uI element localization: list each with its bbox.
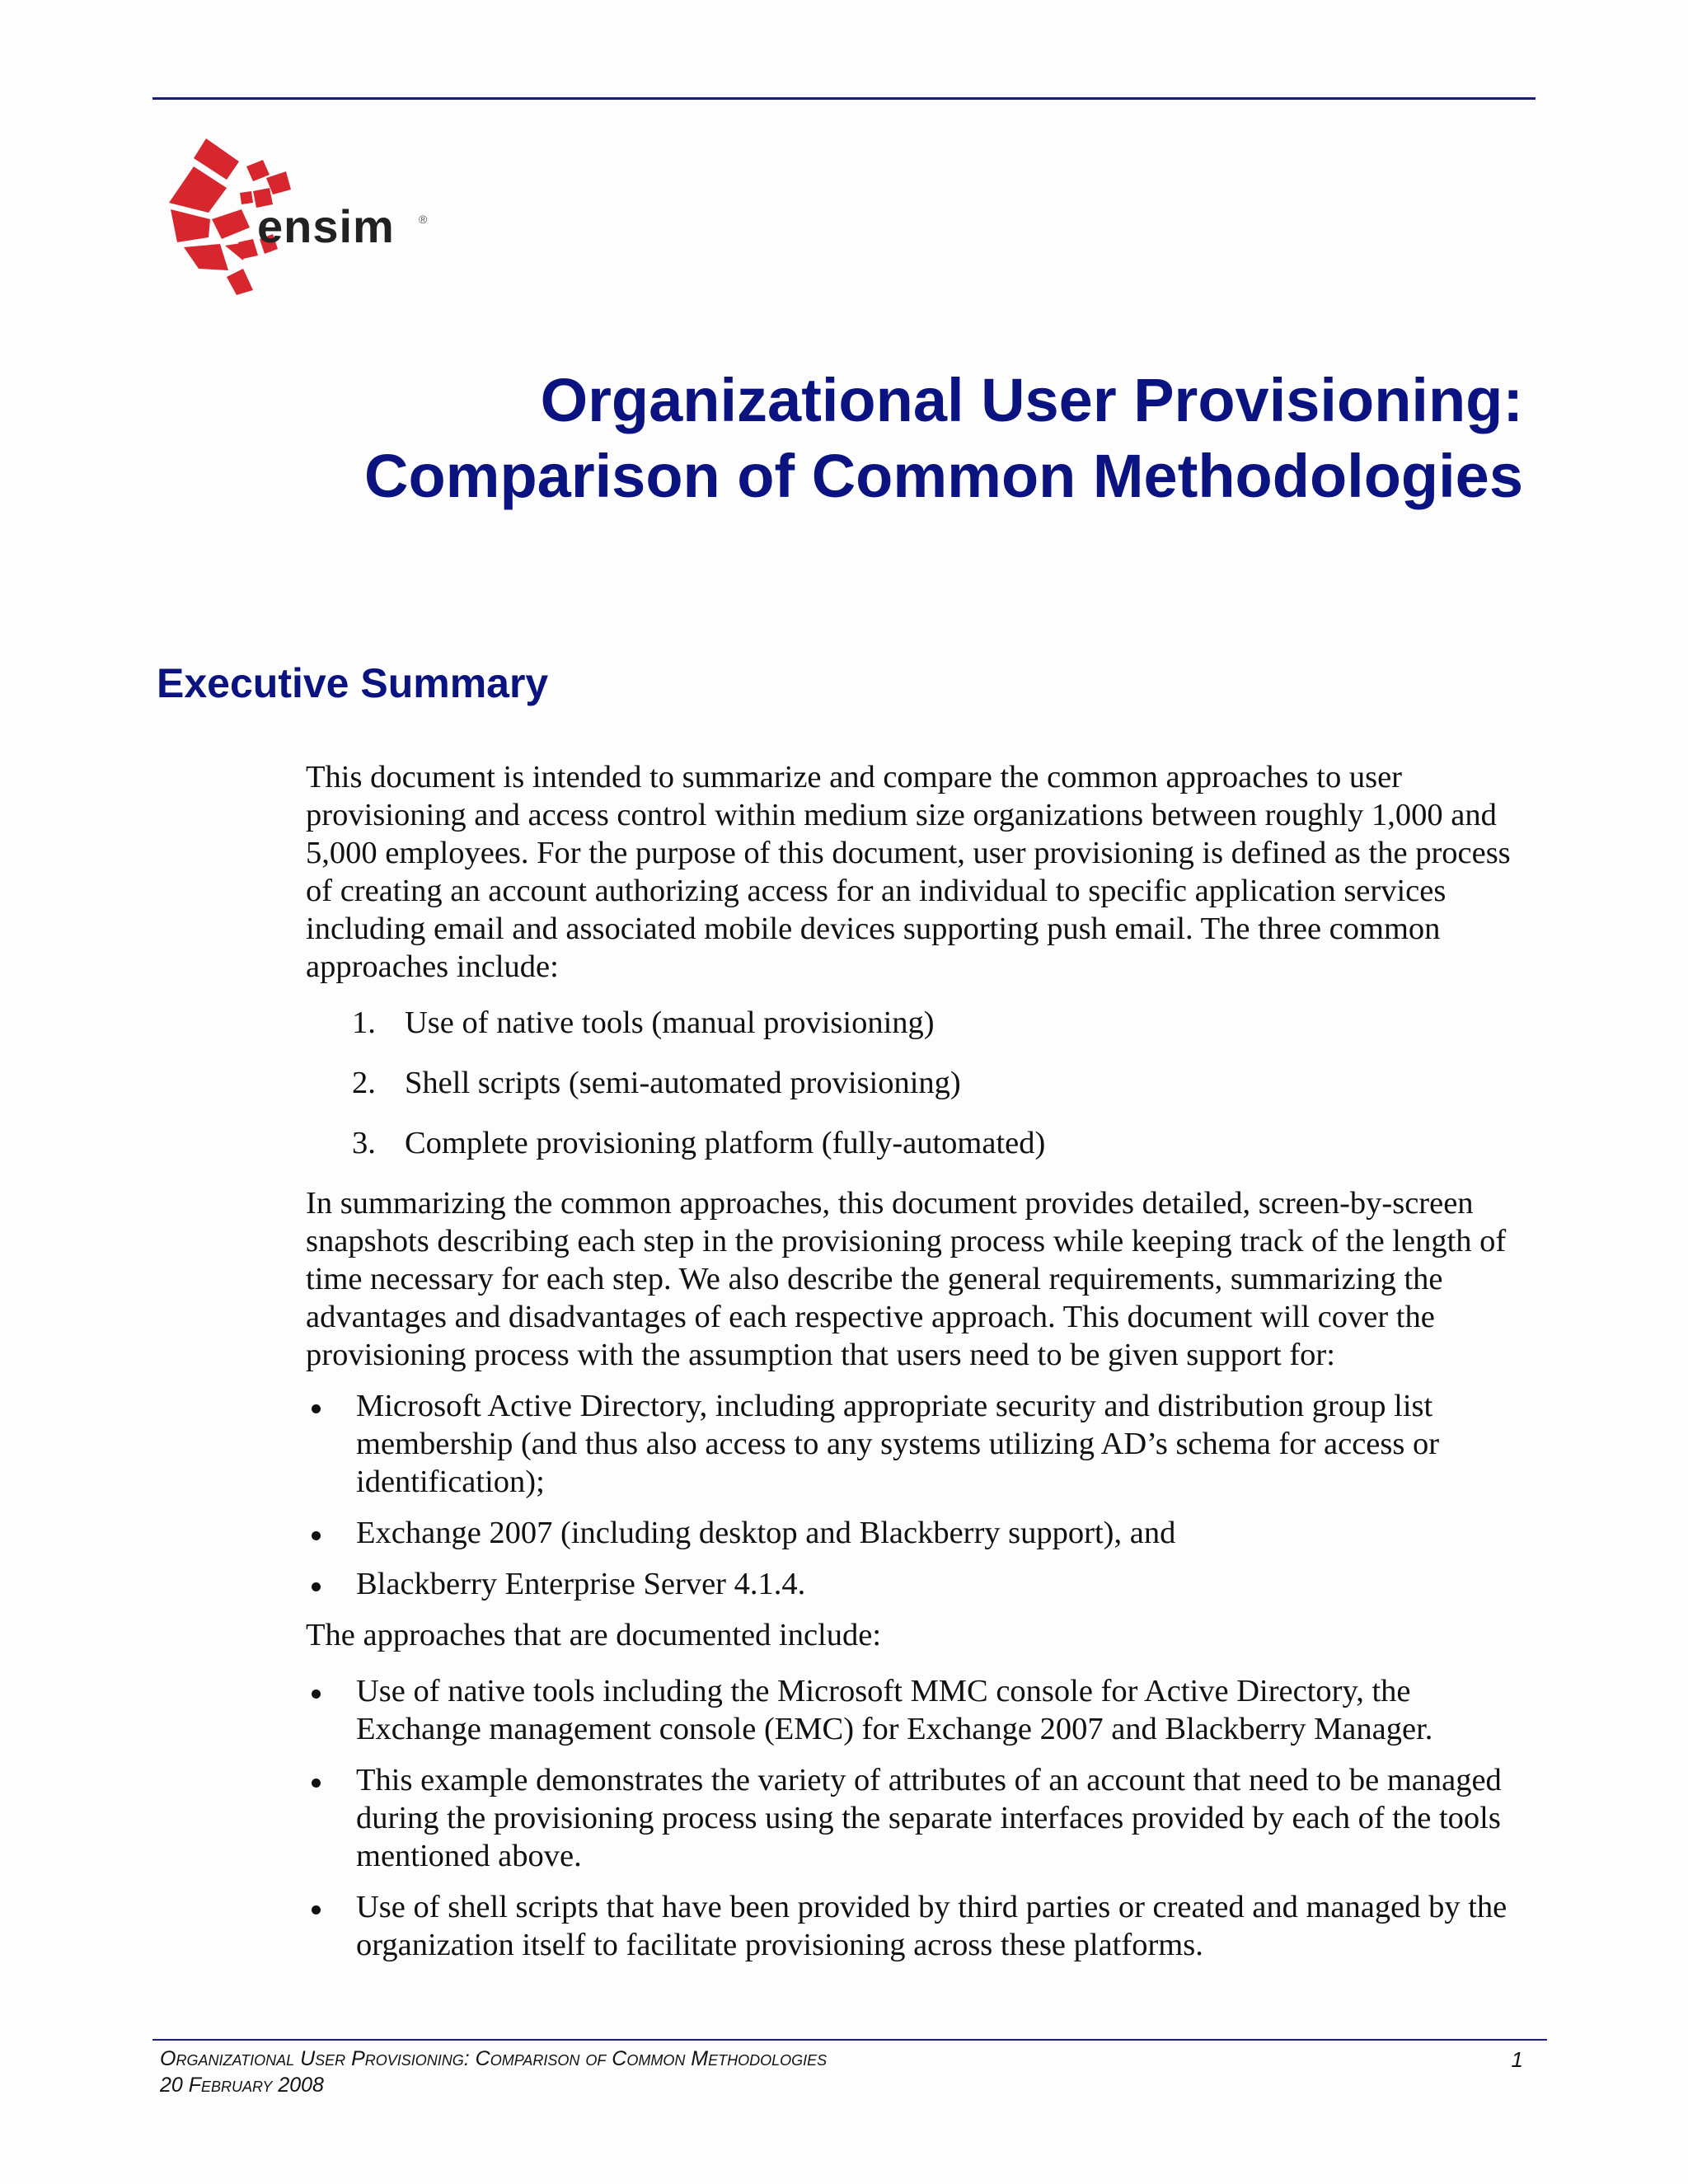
list-item: Use of shell scripts that have been provided by third parties or created and managed by the organization itself to facilitate provisioning across these platforms. <box>306 1888 1542 1964</box>
logo-wordmark: ensim <box>257 200 395 252</box>
header-rule <box>152 97 1536 100</box>
summary-paragraph: In summarizing the common approaches, this document provides detailed, screen-by-screen snapshots describing each step in the provisioning process while keeping track of the length of time necessary for each step. We also describe the general requirements, summarizing the advantages and disadvantages of each respective approach. This document will cover the provisioning process with the assumption that users need to be given support for: <box>306 1186 1507 1372</box>
approaches-list <box>306 1004 1542 1162</box>
title-line-1: Organizational User Provisioning: <box>540 366 1523 434</box>
bullet-icon <box>312 1531 321 1540</box>
list-item: 2. Shell scripts (semi-automated provisioning) <box>352 1066 961 1100</box>
intro-paragraph: This document is intended to summarize and compare the common approaches to user provisioning and access control within medium size organizations between roughly 1,000 and 5,000 employees. For the purpose of this document, user provisioning is defined as the process of creating an account authorizing access for an individual to specific application services including email and associated mobile devices supporting push email. The three common approaches include: <box>306 760 1511 984</box>
list-item: 3. Complete provisioning platform (fully-automated) <box>352 1126 1046 1160</box>
list-item: Blackberry Enterprise Server 4.1.4. <box>306 1565 1542 1603</box>
bullet-icon <box>312 1690 321 1699</box>
list-item: Exchange 2007 (including desktop and Blackberry support), and <box>306 1514 1542 1552</box>
page-number: 1 <box>1511 2047 1523 2072</box>
section-heading: Executive Summary <box>157 660 549 706</box>
document-body <box>306 758 1542 1977</box>
title-line-2: Comparison of Common Methodologies <box>364 442 1523 510</box>
list-item: Use of native tools including the Microsoft MMC console for Active Directory, the Exchange management console (EMC) for Exchange 2007 and Blackberry Manager. <box>306 1672 1542 1748</box>
registered-mark: ® <box>419 213 428 226</box>
footer-title: Organizational User Provisioning: Comparison of Common Methodologies <box>160 2047 828 2070</box>
bullet-icon <box>312 1582 321 1591</box>
bullet-icon <box>312 1905 321 1915</box>
support-list <box>306 1387 1542 1603</box>
footer-date: 20 February 2008 <box>160 2074 324 2097</box>
documented-list <box>306 1672 1542 1964</box>
bullet-icon <box>312 1404 321 1413</box>
document-title <box>122 363 1523 514</box>
footer-rule <box>152 2039 1547 2041</box>
list-item: This example demonstrates the variety of attributes of an account that need to be managed during the provisioning process using the separate interfaces provided by each of the tools mentioned above. <box>306 1761 1542 1875</box>
bullet-icon <box>312 1779 321 1788</box>
list-item: 1. Use of native tools (manual provisioning) <box>352 1005 935 1040</box>
list-item: Microsoft Active Directory, including appropriate security and distribution group list membership (and thus also access to any systems utilizing AD’s schema for access or identification); <box>306 1387 1542 1501</box>
documented-intro: The approaches that are documented include: <box>306 1618 882 1652</box>
